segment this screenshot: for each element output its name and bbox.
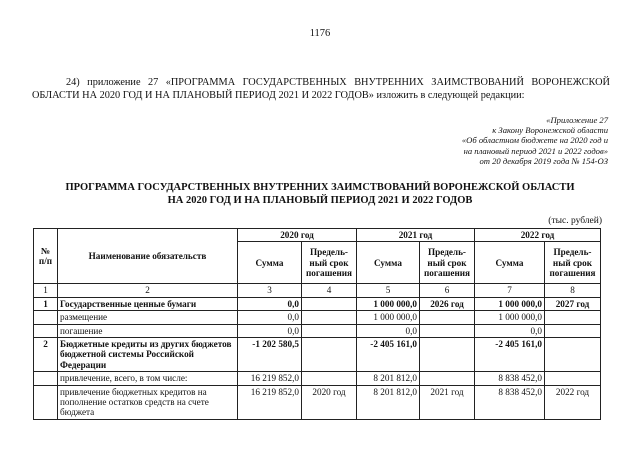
cell-sum-2022: 1 000 000,0 [475, 311, 545, 324]
cell-sum-2020: 0,0 [238, 297, 302, 310]
cell-sum-2022: 0,0 [475, 324, 545, 337]
row-number [34, 324, 58, 337]
cell-term-2020 [302, 324, 357, 337]
cell-sum-2022: 8 838 452,0 [475, 372, 545, 385]
cell-sum-2021: -2 405 161,0 [357, 338, 420, 372]
document-title-line-2: НА 2020 ГОД И НА ПЛАНОВЫЙ ПЕРИОД 2021 И 2022 ГОДОВ [167, 195, 473, 206]
cell-sum-2022: 8 838 452,0 [475, 385, 545, 419]
table-row [34, 372, 601, 385]
header-obligation-name: Наименование обязательств [58, 229, 238, 284]
row-number: 2 [34, 338, 58, 372]
column-number: 8 [545, 284, 601, 297]
cell-term-2021 [420, 338, 475, 372]
cell-sum-2021: 8 201 812,0 [357, 372, 420, 385]
row-obligation-name: привлечение бюджетных кредитов на пополнение остатков средств на счете бюджета [58, 385, 238, 419]
header-number: № п/п [34, 229, 58, 284]
column-number: 4 [302, 284, 357, 297]
cell-sum-2021: 1 000 000,0 [357, 311, 420, 324]
table-row [34, 311, 601, 324]
row-obligation-name: Государственные ценные бумаги [58, 297, 238, 310]
cell-term-2021: 2021 год [420, 385, 475, 419]
cell-sum-2021: 1 000 000,0 [357, 297, 420, 310]
appendix-note-line: к Закону Воронежской области [492, 125, 608, 136]
cell-term-2020 [302, 372, 357, 385]
column-number: 6 [420, 284, 475, 297]
cell-sum-2020: 16 219 852,0 [238, 372, 302, 385]
header-term: Предель-ный срок погашения [545, 242, 601, 284]
cell-term-2021 [420, 311, 475, 324]
row-number [34, 311, 58, 324]
cell-term-2021 [420, 372, 475, 385]
cell-term-2021: 2026 год [420, 297, 475, 310]
header-year-2022: 2022 год [475, 229, 601, 242]
cell-sum-2020: 0,0 [238, 311, 302, 324]
column-number-row [34, 284, 601, 297]
cell-term-2022: 2022 год [545, 385, 601, 419]
header-year-2020: 2020 год [238, 229, 357, 242]
cell-sum-2021: 8 201 812,0 [357, 385, 420, 419]
page-number: 1176 [309, 28, 331, 39]
column-number: 2 [58, 284, 238, 297]
appendix-note-line: от 20 декабря 2019 года № 154-ОЗ [479, 155, 608, 166]
cell-term-2022 [545, 372, 601, 385]
cell-term-2021 [420, 324, 475, 337]
cell-term-2020 [302, 311, 357, 324]
table-row [34, 324, 601, 337]
cell-term-2022 [545, 338, 601, 372]
cell-term-2020 [302, 338, 357, 372]
cell-term-2020: 2020 год [302, 385, 357, 419]
cell-term-2022 [545, 311, 601, 324]
cell-sum-2020: 0,0 [238, 324, 302, 337]
cell-sum-2020: -1 202 580,5 [238, 338, 302, 372]
cell-sum-2021: 0,0 [357, 324, 420, 337]
borrowing-program-table [33, 228, 601, 420]
document-title [0, 181, 640, 207]
appendix-note-line: «Приложение 27 [546, 115, 608, 125]
header-sum: Сумма [357, 242, 420, 284]
header-sum: Сумма [238, 242, 302, 284]
appendix-note-line: на плановый период 2021 и 2022 годов» [463, 145, 608, 156]
column-number: 1 [34, 284, 58, 297]
row-number [34, 372, 58, 385]
header-term: Предель-ный срок погашения [302, 242, 357, 284]
document-title-line-1: ПРОГРАММА ГОСУДАРСТВЕННЫХ ВНУТРЕННИХ ЗАИМСТВОВАНИЙ ВОРОНЕЖСКОЙ ОБЛАСТИ [65, 182, 575, 193]
header-term: Предель-ный срок погашения [420, 242, 475, 284]
row-number [34, 385, 58, 419]
header-sum: Сумма [475, 242, 545, 284]
cell-term-2020 [302, 297, 357, 310]
intro-paragraph: 24) приложение 27 «ПРОГРАММА ГОСУДАРСТВЕННЫХ ВНУТРЕННИХ ЗАИМСТВОВАНИЙ ВОРОНЕЖСКОЙ ОБЛАСТИ НА 2020 ГОД И НА ПЛАНОВЫЙ ПЕРИОД 2021 И 2022 ГОДОВ» изложить в следующей редакции: [32, 77, 610, 101]
table-row [34, 385, 601, 419]
table-row [34, 297, 601, 310]
cell-sum-2022: -2 405 161,0 [475, 338, 545, 372]
column-number: 7 [475, 284, 545, 297]
table-row [34, 338, 601, 372]
cell-sum-2020: 16 219 852,0 [238, 385, 302, 419]
cell-sum-2022: 1 000 000,0 [475, 297, 545, 310]
units-label: (тыс. рублей) [548, 216, 602, 226]
header-year-2021: 2021 год [357, 229, 475, 242]
appendix-note [308, 115, 608, 166]
cell-term-2022: 2027 год [545, 297, 601, 310]
row-obligation-name: погашение [58, 324, 238, 337]
row-number: 1 [34, 297, 58, 310]
appendix-note-line: «Об областном бюджете на 2020 год и [461, 135, 608, 146]
row-obligation-name: привлечение, всего, в том числе: [58, 372, 238, 385]
cell-term-2022 [545, 324, 601, 337]
column-number: 5 [357, 284, 420, 297]
row-obligation-name: размещение [58, 311, 238, 324]
row-obligation-name: Бюджетные кредиты из других бюджетов бюджетной системы Российской Федерации [58, 338, 238, 372]
column-number: 3 [238, 284, 302, 297]
